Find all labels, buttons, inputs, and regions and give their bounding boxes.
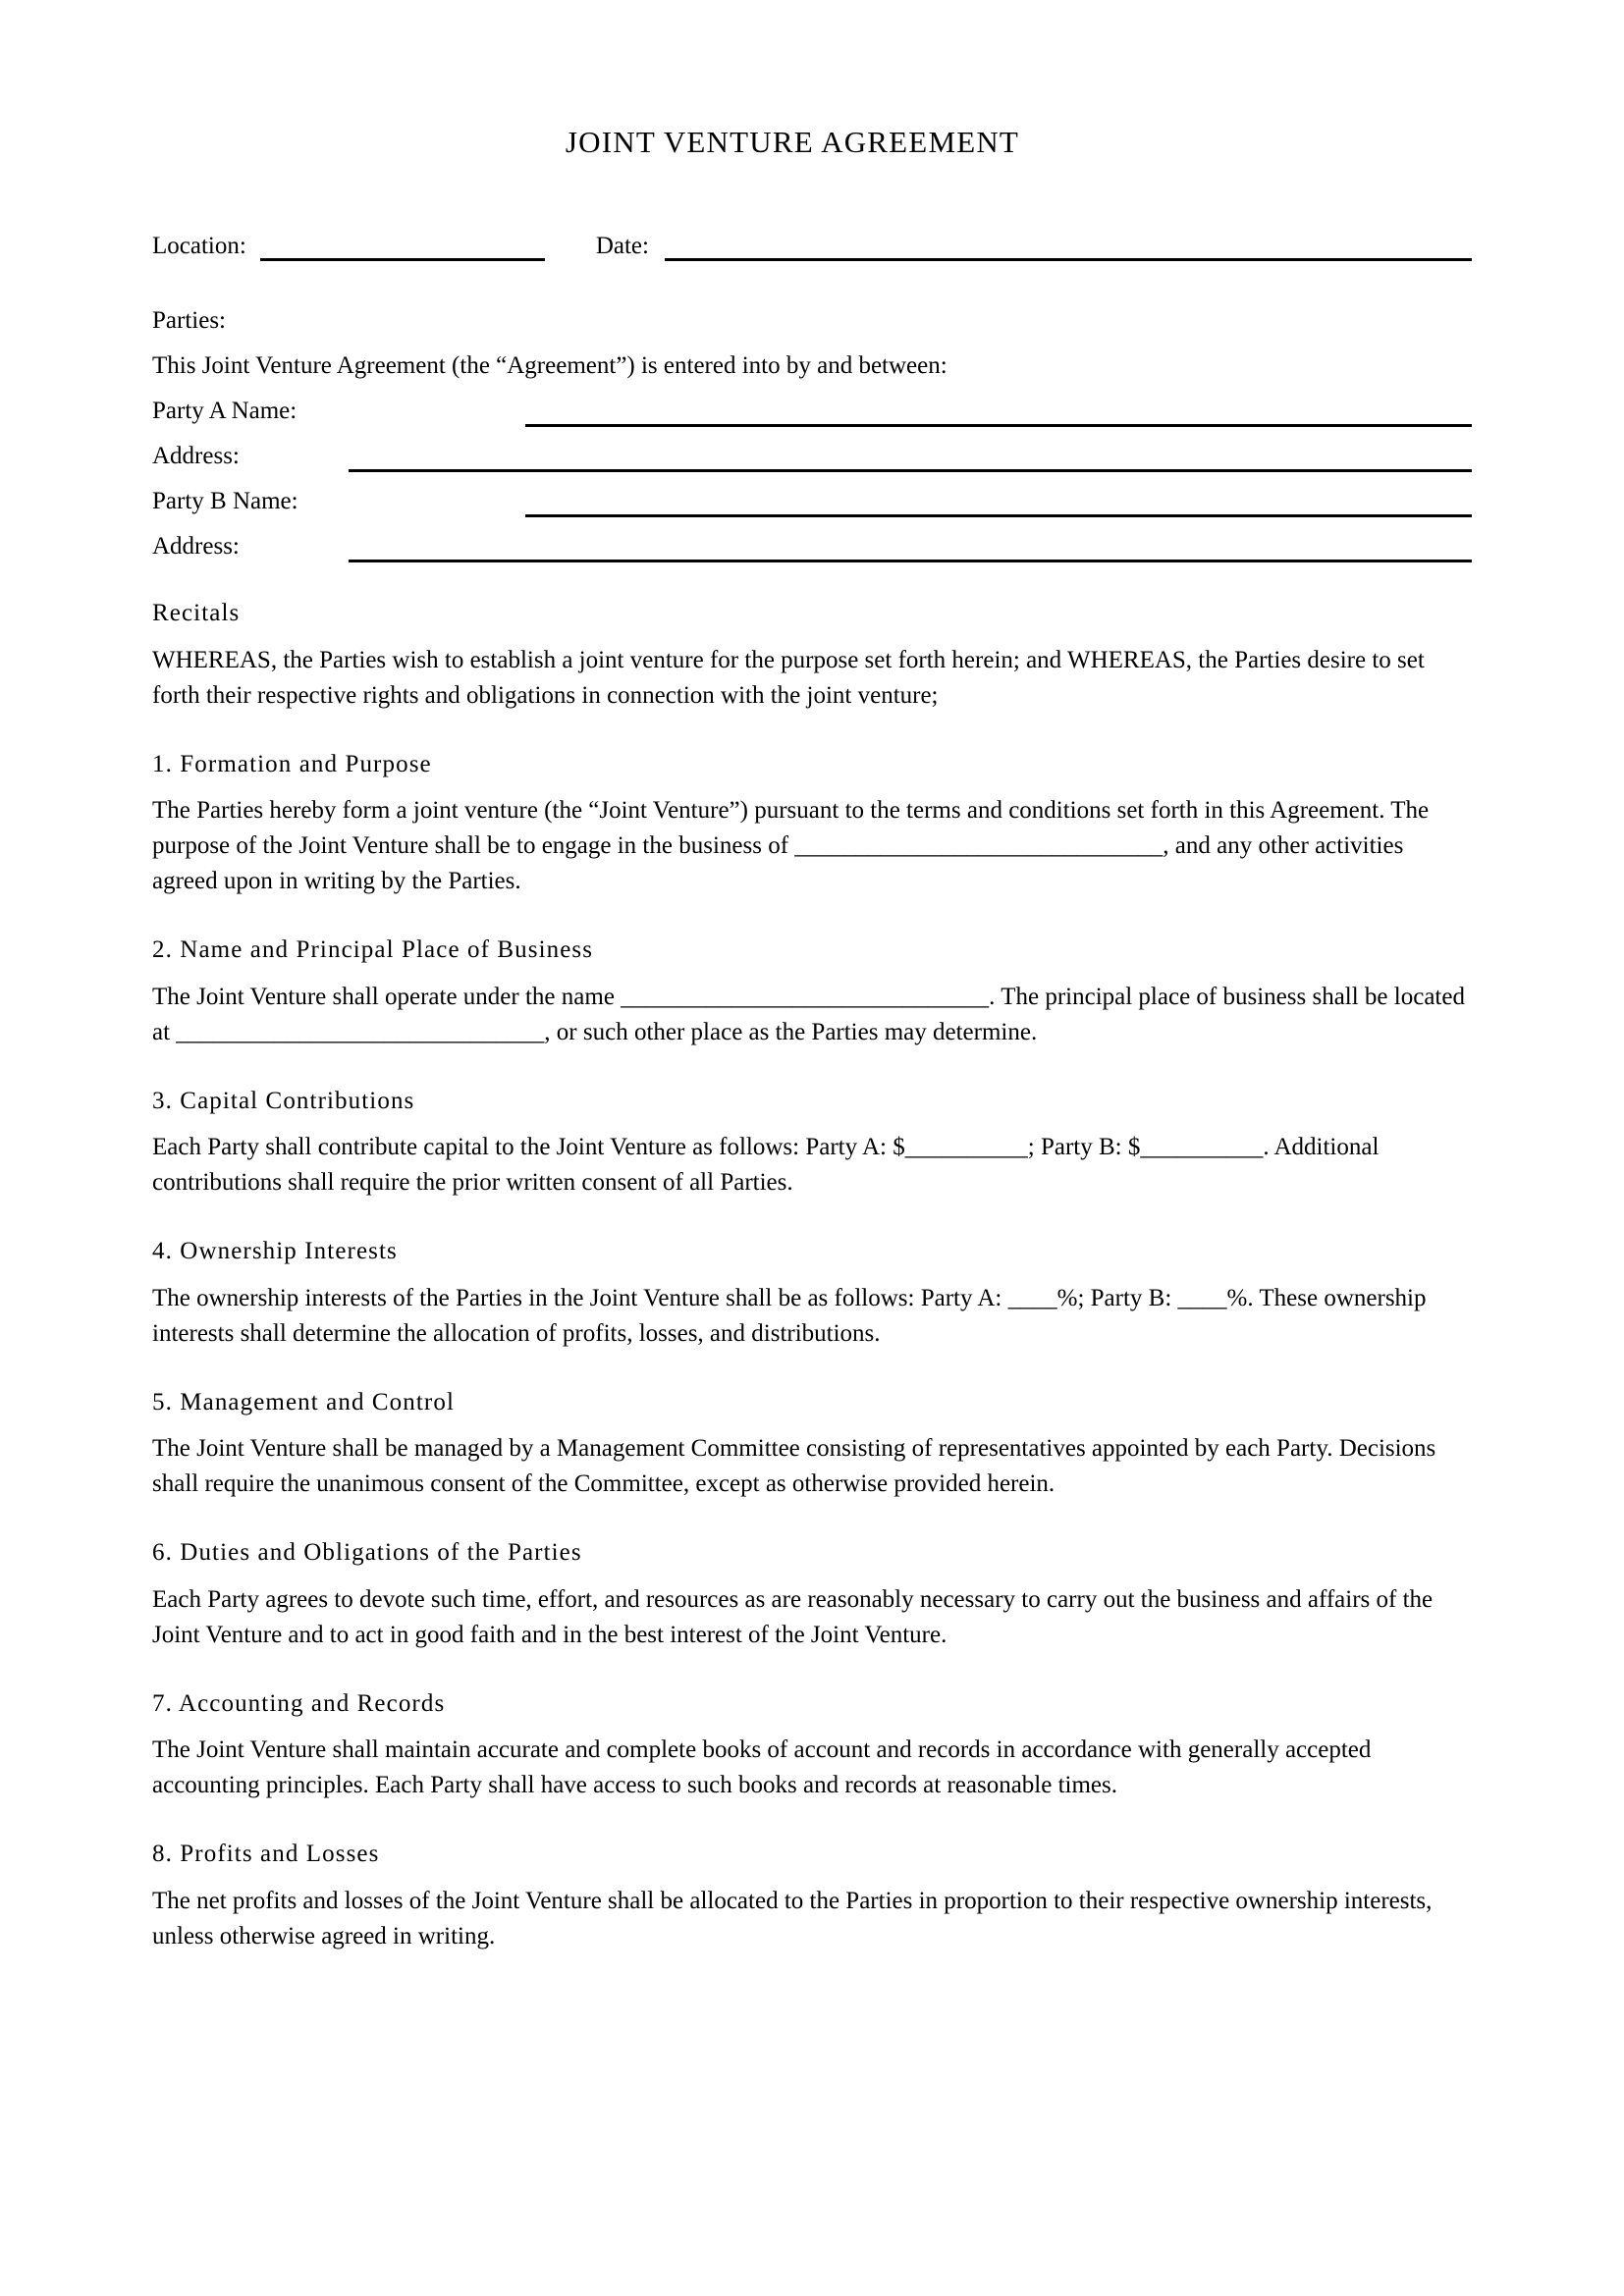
party-b-name-label: Party B Name: xyxy=(152,488,298,515)
section-8 xyxy=(152,1839,1472,1954)
party-b-name-row xyxy=(152,485,1472,517)
party-a-address-label: Address: xyxy=(152,443,240,470)
recitals-body: WHEREAS, the Parties wish to establish a joint venture for the purpose set forth herein; and WHEREAS, the Parties desire to set forth their respective rights and obligations in connection with the joint venture; xyxy=(152,646,1425,709)
party-a-name-input-rule[interactable] xyxy=(525,409,1472,427)
section-6-heading: 6. Duties and Obligations of the Parties xyxy=(152,1539,582,1567)
section-7-heading: 7. Accounting and Records xyxy=(152,1689,446,1717)
party-a-address-input-rule[interactable] xyxy=(349,454,1472,472)
date-input-rule[interactable] xyxy=(665,244,1472,261)
section-recitals xyxy=(152,598,1472,714)
parties-block xyxy=(152,304,1472,562)
party-a-name-row xyxy=(152,395,1472,427)
location-input-rule[interactable] xyxy=(260,244,545,261)
recitals-heading: Recitals xyxy=(152,600,241,627)
parties-heading: Parties: xyxy=(152,307,226,335)
section-4-body: The ownership interests of the Parties in the Joint Venture shall be as follows: Party A: ____%; Party B: ____%. These ownership interests shall determine the allocation of profits, losses, and distributions. xyxy=(152,1284,1427,1347)
section-1 xyxy=(152,749,1472,900)
section-5-body: The Joint Venture shall be managed by a Management Committee consisting of representatives appointed by each Party. Decisions shall require the unanimous consent of the Committee, except as otherwise provided herein. xyxy=(152,1435,1436,1498)
page-title: JOINT VENTURE AGREEMENT xyxy=(565,125,1020,159)
section-8-body: The net profits and losses of the Joint Venture shall be allocated to the Parties in proportion to their respective ownership interests, unless otherwise agreed in writing. xyxy=(152,1887,1433,1949)
parties-intro: This Joint Venture Agreement (the “Agreement”) is entered into by and between: xyxy=(152,352,947,380)
section-1-heading: 1. Formation and Purpose xyxy=(152,750,432,777)
section-7 xyxy=(152,1688,1472,1804)
party-b-address-label: Address: xyxy=(152,533,240,561)
section-5-heading: 5. Management and Control xyxy=(152,1388,455,1415)
section-4-heading: 4. Ownership Interests xyxy=(152,1238,398,1265)
section-6-body: Each Party agrees to devote such time, effort, and resources as are reasonably necessary to carry out the business and affairs of the Joint Venture and to act in good faith and in the best interest of the Joint Venture. xyxy=(152,1585,1434,1648)
party-a-address-row xyxy=(152,440,1472,472)
date-label: Date: xyxy=(595,233,649,260)
location-date-row xyxy=(152,231,1472,261)
section-5 xyxy=(152,1387,1472,1503)
section-2 xyxy=(152,934,1472,1050)
section-4 xyxy=(152,1236,1472,1352)
section-2-heading: 2. Name and Principal Place of Business xyxy=(152,936,594,964)
party-b-address-input-rule[interactable] xyxy=(349,545,1472,562)
party-a-name-label: Party A Name: xyxy=(152,398,298,425)
section-3 xyxy=(152,1086,1472,1201)
party-b-address-row xyxy=(152,530,1472,562)
section-1-body: The Parties hereby form a joint venture (the “Joint Venture”) pursuant to the terms and conditions set forth in this Agreement. The purpose of the Joint Venture shall be to engage in the business of ______________________________, and any other activities agreed upon in writing by the Parties. xyxy=(152,797,1430,895)
party-b-name-input-rule[interactable] xyxy=(525,500,1472,517)
section-8-heading: 8. Profits and Losses xyxy=(152,1841,380,1868)
section-2-body: The Joint Venture shall operate under the name ______________________________. The principal place of business shall be located at ______________________________, or such other place as the Parties may determine. xyxy=(152,983,1465,1045)
section-3-body: Each Party shall contribute capital to the Joint Venture as follows: Party A: $__________; Party B: $__________. Additional contributions shall require the prior written consent of all Parties. xyxy=(152,1134,1380,1197)
section-6 xyxy=(152,1537,1472,1653)
section-3-heading: 3. Capital Contributions xyxy=(152,1087,415,1114)
section-7-body: The Joint Venture shall maintain accurate and complete books of account and records in accordance with generally accepted accounting principles. Each Party shall have access to such books and records at reasonable times. xyxy=(152,1736,1372,1799)
location-label: Location: xyxy=(152,233,246,260)
